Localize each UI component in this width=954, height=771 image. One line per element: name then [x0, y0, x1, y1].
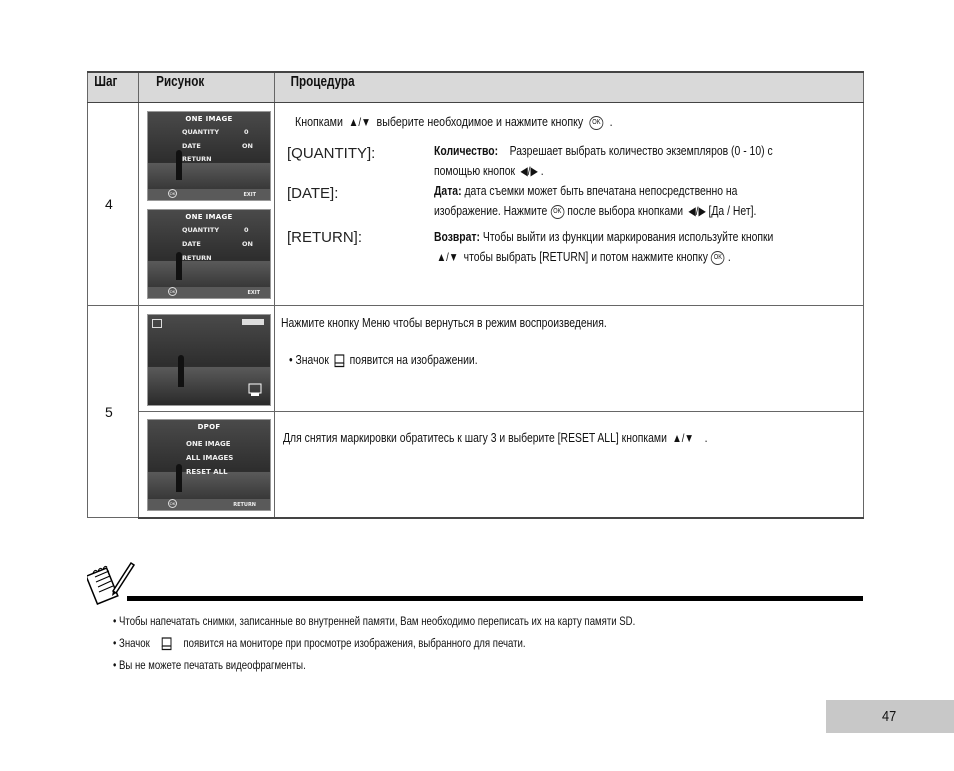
lcd-title: ONE IMAGE — [185, 115, 233, 123]
lcd-row-value: ON — [242, 142, 253, 150]
note-line-3: • Вы не можете печатать видеофрагменты. — [113, 658, 306, 672]
note-divider — [127, 596, 863, 601]
lcd-menu-item: ONE IMAGE — [186, 440, 231, 448]
lcd-exit: EXIT — [247, 290, 260, 296]
option-label-quantity: [QUANTITY]: — [287, 145, 376, 162]
lcd-title: DPOF — [197, 423, 221, 431]
table-row-step4 — [88, 103, 864, 306]
print-mark-icon — [248, 383, 262, 397]
step4-intro: Кнопками ▲/▼ выберите необходимое и нажмите кнопку OK . — [295, 114, 613, 129]
ok-button-icon: OK — [550, 205, 564, 219]
table-row-step5b — [88, 412, 864, 518]
left-right-arrows-icon: ◀/▶ — [515, 164, 538, 178]
step5-procedure-b — [275, 412, 864, 518]
lcd-screen-quantity — [147, 111, 271, 201]
lcd-row-value: ON — [242, 240, 253, 248]
header-picture: Рисунок — [139, 72, 275, 103]
step4-pictures — [139, 103, 275, 306]
page-number-box — [826, 700, 954, 733]
lcd-row-label: QUANTITY — [182, 128, 220, 136]
option-desc-return: Возврат: Чтобы выйти из функции маркирования используйте кнопки ▲/▼ чтобы выбрать [RETURN] и потом нажмите кнопку OK . — [434, 229, 774, 264]
ok-button-icon: OK — [711, 251, 725, 265]
up-down-arrows-icon: ▲/▼ — [666, 431, 705, 445]
lcd-menu-item: RESET ALL — [186, 468, 228, 476]
ok-icon: OK — [169, 501, 176, 506]
procedure-table — [87, 71, 864, 519]
print-icon — [334, 354, 345, 368]
lcd-row-label: DATE — [182, 240, 201, 248]
lcd-screen-playback — [147, 314, 271, 406]
option-label-return: [RETURN]: — [287, 229, 362, 246]
lcd-row-value: 0 — [244, 226, 249, 234]
step5-picture-playback — [139, 306, 275, 412]
ok-icon: OK — [169, 289, 176, 294]
lcd-title: ONE IMAGE — [185, 213, 233, 221]
lcd-row-label: QUANTITY — [182, 226, 220, 234]
lcd-menu-item: ALL IMAGES — [186, 454, 234, 462]
step4-procedure — [275, 103, 864, 306]
page-number: 47 — [881, 708, 896, 725]
header-procedure: Процедура — [275, 72, 864, 103]
left-right-arrows-icon: ◀/▶ — [683, 204, 709, 218]
lcd-row-label: DATE — [182, 142, 201, 150]
lcd-exit: EXIT — [243, 192, 256, 198]
up-down-arrows-icon: ▲/▼ — [434, 250, 464, 264]
table-header-row — [88, 72, 864, 103]
step-number: 5 — [88, 306, 139, 518]
step5-text-menu: Нажмите кнопку Меню чтобы вернуться в режим воспроизведения. — [281, 315, 607, 330]
lcd-screen-return — [147, 209, 271, 299]
lcd-row-label: RETURN — [182, 254, 212, 262]
step5-picture-dpof — [139, 412, 275, 518]
lcd-row-value: 0 — [244, 128, 249, 136]
up-down-arrows-icon: ▲/▼ — [345, 115, 374, 129]
step5-procedure-a — [275, 306, 864, 412]
table-row-step5a — [88, 306, 864, 412]
note-line-1: • Чтобы напечатать снимки, записанные во внутренней памяти, Вам необходимо переписать их на карту памяти SD. — [113, 614, 636, 628]
header-step: Шаг — [88, 72, 139, 103]
option-label-date: [DATE]: — [287, 185, 339, 202]
option-desc-quantity: Количество: Разрешает выбрать количество экземпляров (0 - 10) с помощью кнопок ◀/▶ . — [434, 143, 773, 178]
lcd-exit: RETURN — [233, 502, 256, 508]
ok-icon: OK — [169, 191, 176, 196]
lcd-row-label: RETURN — [182, 155, 212, 163]
ok-button-icon: OK — [589, 116, 603, 130]
step5-text-reset: Для снятия маркировки обратитесь к шагу 3 и выберите [RESET ALL] кнопками ▲/▼ . — [283, 430, 708, 445]
lcd-screen-dpof — [147, 419, 271, 511]
option-desc-date: Дата: дата съемки может быть впечатана непосредственно на изображение. Нажмите OK после выбора кнопками ◀/▶ [Да / Нет]. — [434, 183, 757, 218]
step-number: 4 — [88, 103, 139, 306]
step5-bullet: • Значок появится на изображении. — [289, 352, 478, 367]
note-line-2: • Значок появится на мониторе при просмотре изображения, выбранного для печати. — [113, 636, 526, 650]
print-icon — [161, 637, 172, 651]
